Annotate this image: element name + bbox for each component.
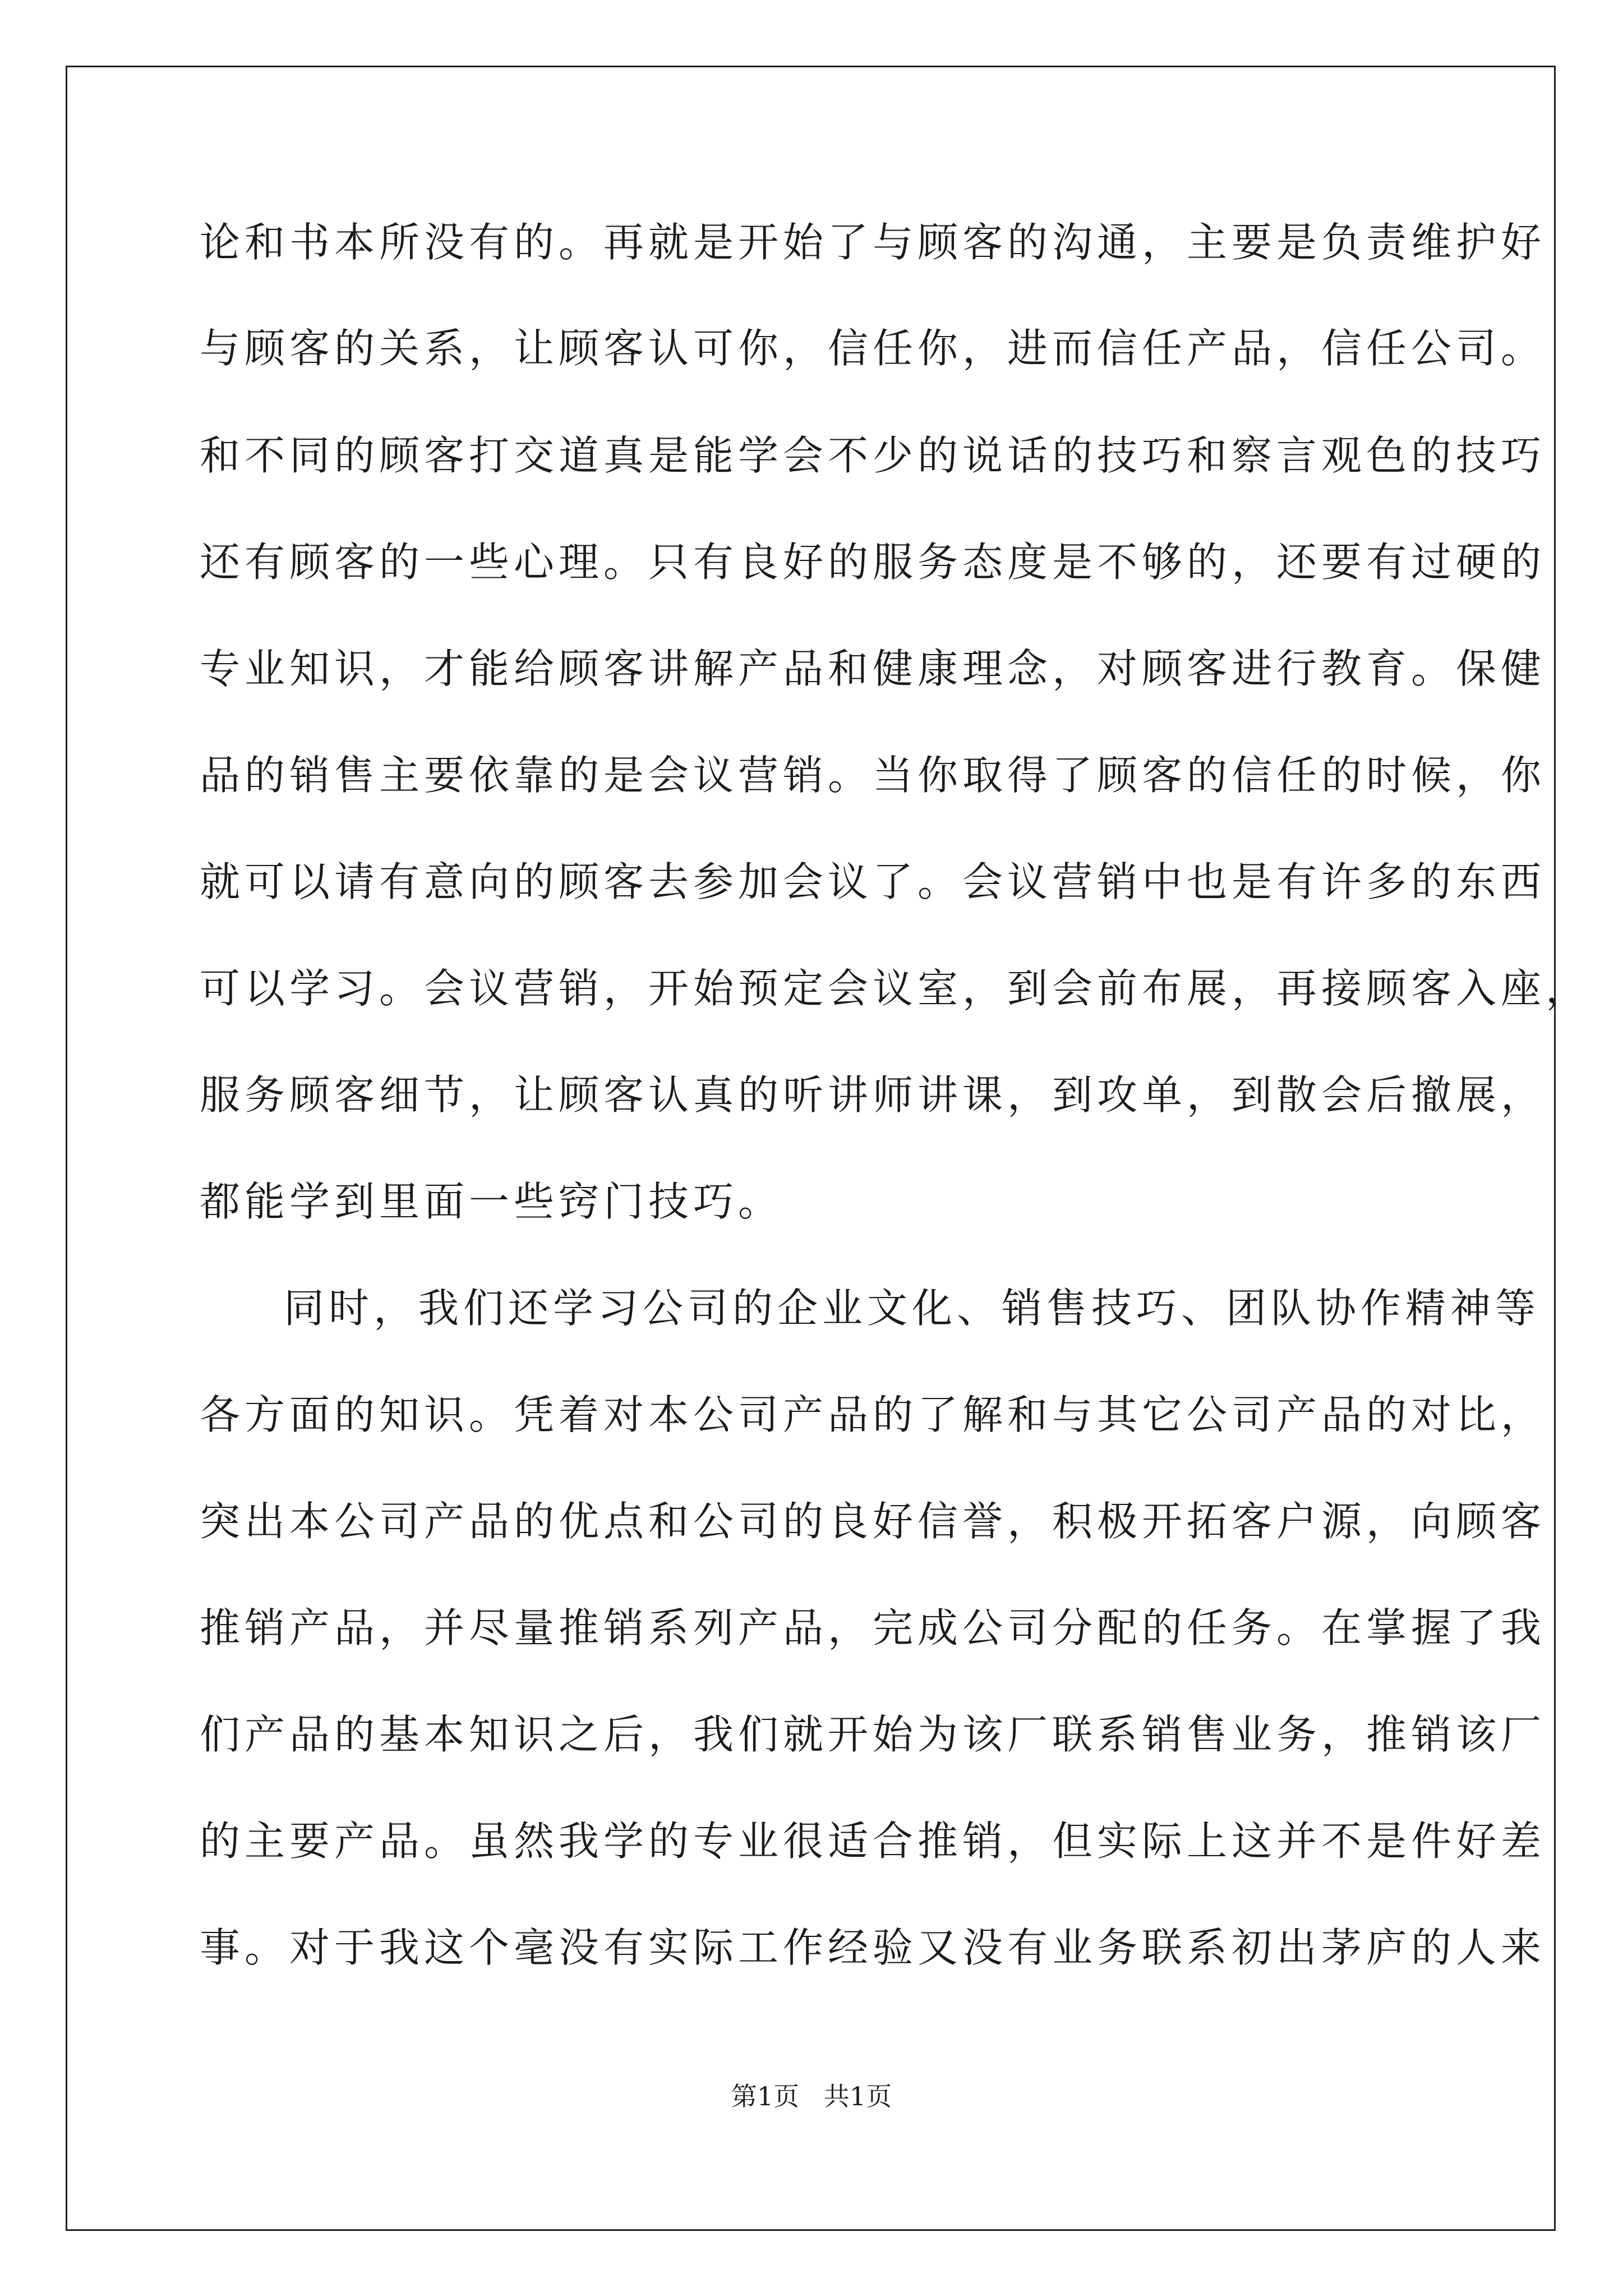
- text-line: 们产品的基本知识之后，我们就开始为该厂联系销售业务，推销该厂: [200, 1711, 1546, 1758]
- page-border: [66, 66, 1556, 2231]
- paragraph-first-line: 同时，我们还学习公司的企业文化、销售技巧、团队协作精神等: [284, 1285, 1541, 1332]
- text-line: 服务顾客细节，让顾客认真的听讲师讲课，到攻单，到散会后撤展，: [200, 1071, 1546, 1119]
- text-line: 就可以请有意向的顾客去参加会议了。会议营销中也是有许多的东西: [200, 858, 1546, 905]
- page-number-footer: 第1页 共1页: [731, 2081, 892, 2111]
- text-line: 与顾客的关系，让顾客认可你，信任你，进而信任产品，信任公司。: [200, 325, 1546, 372]
- text-line: 品的销售主要依靠的是会议营销。当你取得了顾客的信任的时候，你: [200, 752, 1546, 799]
- text-line: 突出本公司产品的优点和公司的良好信誉，积极开拓客户源，向顾客: [200, 1498, 1546, 1545]
- text-line: 论和书本所没有的。再就是开始了与顾客的沟通，主要是负责维护好: [200, 219, 1546, 266]
- text-line: 推销产品，并尽量推销系列产品，完成公司分配的任务。在掌握了我: [200, 1604, 1546, 1651]
- text-line: 的主要产品。虽然我学的专业很适合推销，但实际上这并不是件好差: [200, 1818, 1546, 1865]
- text-line: 事。对于我这个毫没有实际工作经验又没有业务联系初出茅庐的人来: [200, 1924, 1546, 1971]
- text-line: 还有顾客的一些心理。只有良好的服务态度是不够的，还要有过硬的: [200, 539, 1546, 586]
- text-line: 专业知识，才能给顾客讲解产品和健康理念，对顾客进行教育。保健: [200, 645, 1546, 692]
- text-line: 都能学到里面一些窍门技巧。: [200, 1178, 783, 1225]
- text-line: 可以学习。会议营销，开始预定会议室，到会前布展，再接顾客入座，: [200, 965, 1591, 1012]
- text-line: 各方面的知识。凭着对本公司产品的了解和与其它公司产品的对比，: [200, 1391, 1546, 1438]
- text-line: 和不同的顾客打交道真是能学会不少的说话的技巧和察言观色的技巧: [200, 432, 1546, 479]
